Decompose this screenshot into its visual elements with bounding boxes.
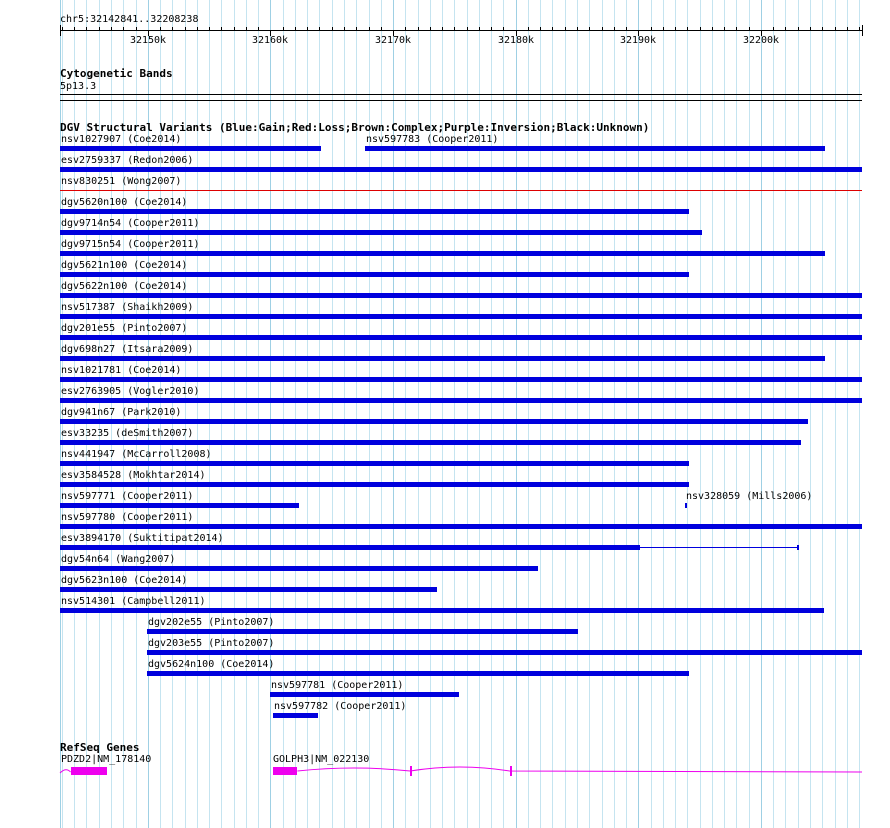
cytoband-label: 5p13.3 [60, 81, 97, 92]
ruler-tick-label: 32190k [619, 35, 657, 46]
golph3-intron-line[interactable] [297, 767, 862, 772]
dgv-feature-label[interactable]: dgv5620n100 (Coe2014) [61, 197, 188, 208]
dgv-feature-label[interactable]: dgv941n67 (Park2010) [61, 407, 182, 418]
ruler-tick-label: 32170k [374, 35, 412, 46]
dgv-feature-label[interactable]: dgv698n27 (Itsara2009) [61, 344, 194, 355]
dgv-feature-label[interactable]: esv3584528 (Mokhtar2014) [61, 470, 206, 481]
dgv-feature-label[interactable]: nsv1021781 (Coe2014) [61, 365, 182, 376]
dgv-feature-label[interactable]: esv3894170 (Suktitipat2014) [61, 533, 224, 544]
ruler-position-label: chr5:32142841..32208238 [60, 14, 199, 25]
dgv-feature-label[interactable]: dgv202e55 (Pinto2007) [148, 617, 275, 628]
dgv-feature-label[interactable]: nsv517387 (Shaikh2009) [61, 302, 194, 313]
dgv-feature-label[interactable]: nsv830251 (Wong2007) [61, 176, 182, 187]
dgv-feature-label[interactable]: dgv5623n100 (Coe2014) [61, 575, 188, 586]
ruler-tick-label: 32160k [251, 35, 289, 46]
dgv-feature-label[interactable]: dgv5624n100 (Coe2014) [148, 659, 275, 670]
dgv-feature-label[interactable]: nsv514301 (Campbell2011) [61, 596, 206, 607]
dgv-feature-label[interactable]: nsv597781 (Cooper2011) [271, 680, 404, 691]
dgv-feature-label[interactable]: nsv597782 (Cooper2011) [274, 701, 407, 712]
dgv-feature-label[interactable]: dgv203e55 (Pinto2007) [148, 638, 275, 649]
dgv-feature-label[interactable]: esv2759337 (Redon2006) [61, 155, 194, 166]
dgv-feature-label[interactable]: nsv597780 (Cooper2011) [61, 512, 194, 523]
dgv-feature-label[interactable]: nsv1027907 (Coe2014) [61, 134, 182, 145]
dgv-feature-label[interactable]: nsv597783 (Cooper2011) [366, 134, 499, 145]
dgv-feature-label[interactable]: dgv54n64 (Wang2007) [61, 554, 176, 565]
ruler-tick-label: 32150k [129, 35, 167, 46]
dgv-feature-label[interactable]: nsv597771 (Cooper2011) [61, 491, 194, 502]
ruler-tick-label: 32180k [497, 35, 535, 46]
dgv-feature-label[interactable]: dgv201e55 (Pinto2007) [61, 323, 188, 334]
refseq-gene-label[interactable]: GOLPH3|NM_022130 [273, 754, 370, 765]
dgv-feature-label[interactable]: dgv9715n54 (Cooper2011) [61, 239, 200, 250]
dgv-feature-label[interactable]: dgv5621n100 (Coe2014) [61, 260, 188, 271]
pdzd2-intron-line[interactable] [60, 770, 71, 773]
dgv-feature-label[interactable]: dgv5622n100 (Coe2014) [61, 281, 188, 292]
cytoband-track-title[interactable]: Cytogenetic Bands [60, 67, 173, 80]
dgv-track-title[interactable]: DGV Structural Variants (Blue:Gain;Red:Loss;Brown:Complex;Purple:Inversion;Black:Unknown) [60, 121, 650, 134]
dgv-feature-label[interactable]: nsv441947 (McCarroll2008) [61, 449, 212, 460]
dgv-feature-label[interactable]: nsv328059 (Mills2006) [686, 491, 813, 502]
refseq-track-title[interactable]: RefSeq Genes [60, 741, 140, 754]
dgv-feature-label[interactable]: dgv9714n54 (Cooper2011) [61, 218, 200, 229]
dgv-feature-label[interactable]: esv2763905 (Vogler2010) [61, 386, 200, 397]
ruler-tick-label: 32200k [742, 35, 780, 46]
refseq-gene-label[interactable]: PDZD2|NM_178140 [61, 754, 152, 765]
dgv-feature-label[interactable]: esv33235 (deSmith2007) [61, 428, 194, 439]
